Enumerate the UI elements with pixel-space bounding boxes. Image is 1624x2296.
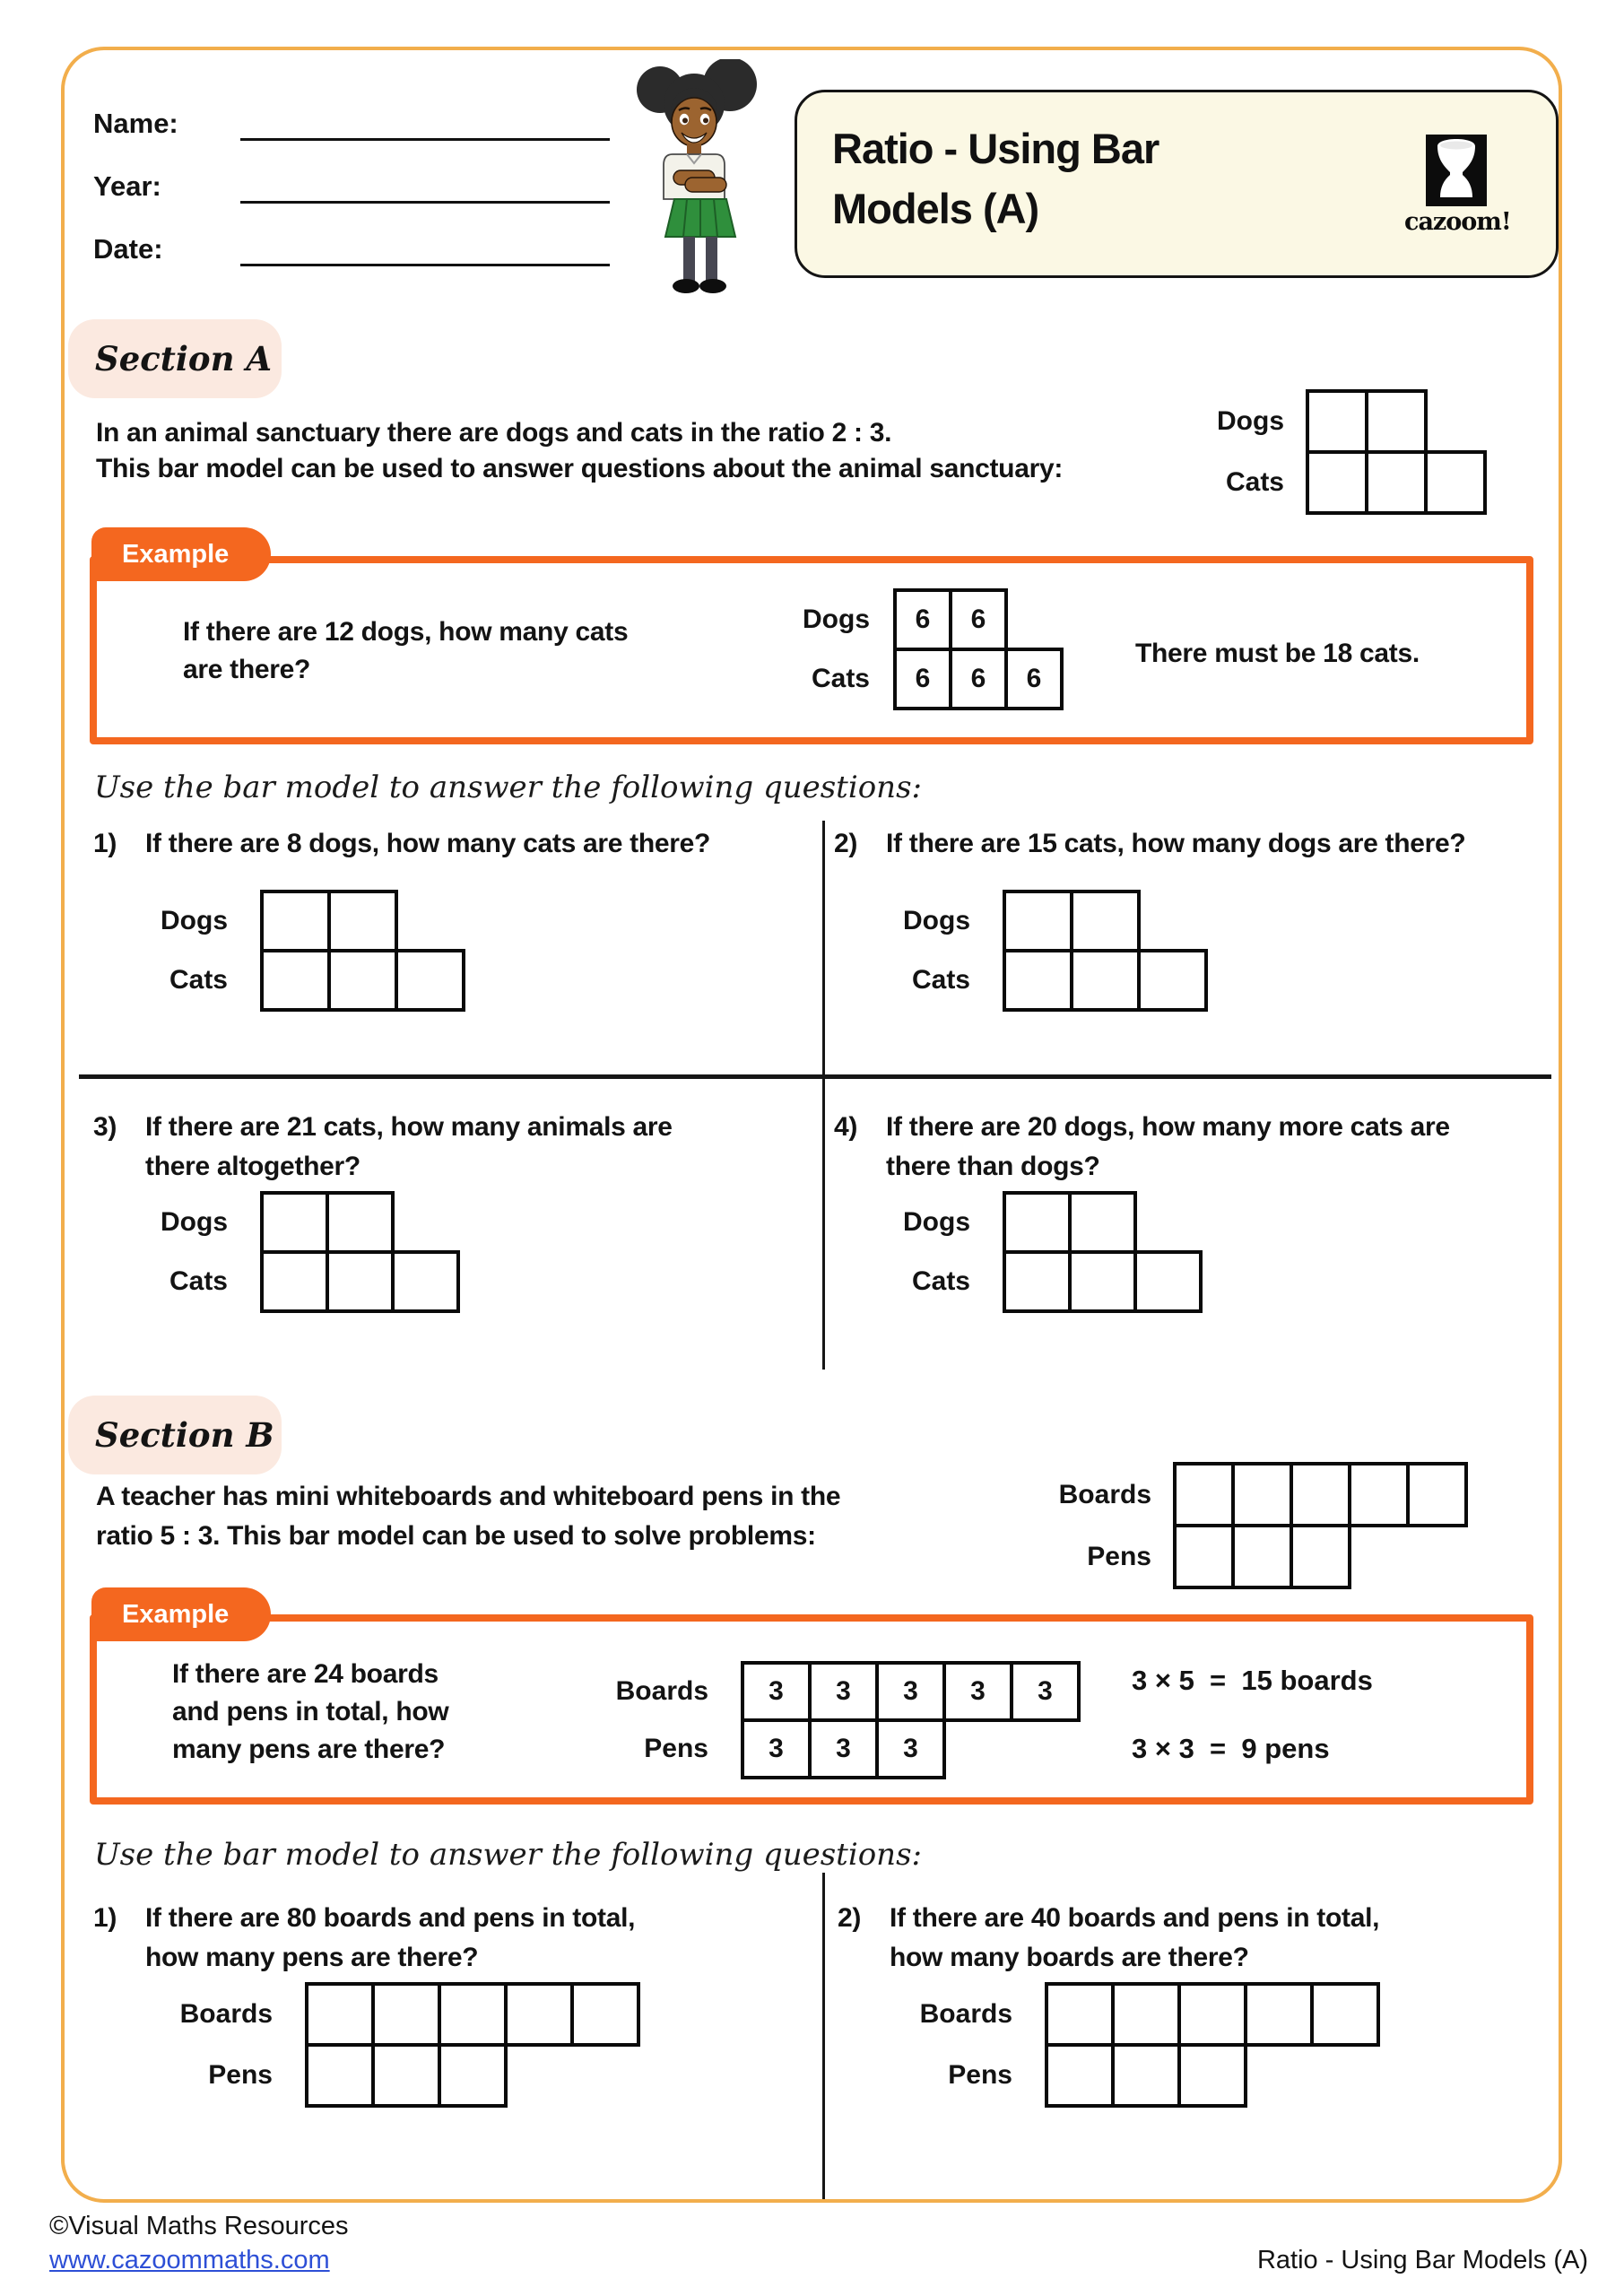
bar-cell bbox=[260, 949, 331, 1012]
bar-cell bbox=[1365, 389, 1428, 454]
bar-model-row bbox=[893, 1250, 1203, 1313]
bar-model-a-q2 bbox=[893, 890, 1208, 1012]
bar-cell bbox=[260, 1191, 329, 1254]
bar-cell: 6 bbox=[949, 588, 1008, 651]
bar-cell bbox=[1306, 389, 1368, 454]
bar-model-row bbox=[893, 1191, 1203, 1254]
bar-cell bbox=[1177, 1982, 1247, 2047]
bar-cell bbox=[1406, 1462, 1468, 1527]
question-a4-line1: If there are 20 dogs, how many more cats are bbox=[886, 1112, 1450, 1142]
worksheet-title-line1: Ratio - Using Bar bbox=[832, 125, 1159, 172]
bar-model-row bbox=[147, 2043, 640, 2108]
bar-cell: 3 bbox=[808, 1718, 879, 1779]
year-label: Year: bbox=[93, 170, 161, 202]
bar-row-label: Cats bbox=[1225, 467, 1284, 497]
bar-row-label: Dogs bbox=[903, 906, 970, 935]
question-a3-line2: there altogether? bbox=[145, 1152, 360, 1181]
example-b-question-line3: many pens are there? bbox=[172, 1735, 446, 1764]
bar-cell bbox=[1137, 949, 1208, 1012]
bar-model-a-example bbox=[789, 588, 1064, 710]
bar-row-label: Dogs bbox=[803, 604, 870, 634]
year-field-line bbox=[240, 201, 610, 204]
date-field-line bbox=[240, 264, 610, 266]
example-b-calc1: 3 × 5 = 15 boards bbox=[1132, 1665, 1373, 1696]
bar-model-row bbox=[789, 588, 1064, 651]
bar-model-row bbox=[1026, 1524, 1468, 1589]
bar-row-label: Dogs bbox=[161, 906, 228, 935]
bar-row-label: Boards bbox=[1058, 1479, 1151, 1509]
bar-cell bbox=[1310, 1982, 1380, 2047]
section-a-heading: Section A bbox=[95, 339, 273, 378]
footer-url-link[interactable]: www.cazoommaths.com bbox=[49, 2246, 330, 2274]
bar-cell bbox=[1070, 949, 1141, 1012]
bar-cell: 6 bbox=[893, 588, 952, 651]
bar-cell bbox=[1045, 2043, 1115, 2108]
bar-cell bbox=[1003, 1250, 1072, 1313]
bar-cell: 3 bbox=[875, 1718, 946, 1779]
question-a1-number: 1) bbox=[93, 829, 117, 858]
bar-cell bbox=[260, 890, 331, 952]
bar-cell bbox=[391, 1250, 460, 1313]
column-divider-b bbox=[822, 1873, 825, 2199]
bar-cell bbox=[504, 1982, 574, 2047]
section-a-intro-line2: This bar model can be used to answer questions about the animal sanctuary: bbox=[96, 454, 1064, 483]
bar-row-label: Cats bbox=[911, 965, 970, 995]
question-a4-number: 4) bbox=[834, 1112, 858, 1142]
cazoom-logo-text: cazoom! bbox=[1404, 208, 1511, 236]
bar-row-label: Boards bbox=[919, 1999, 1012, 2029]
student-character-illustration bbox=[628, 59, 773, 294]
bar-model-row bbox=[893, 949, 1208, 1012]
bar-cell bbox=[395, 949, 465, 1012]
bar-model-row bbox=[151, 890, 465, 952]
example-b-question-line1: If there are 24 boards bbox=[172, 1659, 439, 1689]
bar-model-row bbox=[1177, 450, 1487, 515]
question-a3-number: 3) bbox=[93, 1112, 117, 1142]
bar-row-label: Cats bbox=[811, 664, 870, 693]
bar-cell bbox=[1244, 1982, 1314, 2047]
example-b-calc2: 3 × 3 = 9 pens bbox=[1132, 1733, 1330, 1764]
bar-cell bbox=[1290, 1462, 1351, 1527]
question-a4-line2: there than dogs? bbox=[886, 1152, 1100, 1181]
bar-model-row bbox=[151, 1250, 460, 1313]
bar-row-label: Pens bbox=[1087, 1541, 1151, 1571]
bar-cell bbox=[438, 1982, 508, 2047]
question-b2-line1: If there are 40 boards and pens in total, bbox=[890, 1903, 1380, 1933]
bar-row-label: Cats bbox=[911, 1266, 970, 1296]
bar-cell bbox=[260, 1250, 329, 1313]
bar-cell bbox=[1173, 1462, 1235, 1527]
bar-cell bbox=[1111, 1982, 1181, 2047]
question-b2-number: 2) bbox=[838, 1903, 862, 1933]
example-a-tab: Example bbox=[91, 527, 271, 581]
bar-cell bbox=[1177, 2043, 1247, 2108]
bar-cell bbox=[1173, 1524, 1235, 1589]
section-a-intro-line1: In an animal sanctuary there are dogs and cats in the ratio 2 : 3. bbox=[96, 418, 892, 448]
footer-doc-title: Ratio - Using Bar Models (A) bbox=[1256, 2246, 1588, 2274]
bar-cell: 6 bbox=[1004, 648, 1064, 710]
bar-cell bbox=[570, 1982, 640, 2047]
bar-cell bbox=[1003, 1191, 1072, 1254]
question-b1-line1: If there are 80 boards and pens in total, bbox=[145, 1903, 636, 1933]
bar-cell bbox=[1068, 1250, 1137, 1313]
bar-cell bbox=[371, 1982, 441, 2047]
column-divider-a bbox=[822, 821, 825, 1370]
bar-model-a-q3 bbox=[151, 1191, 460, 1313]
bar-model-row bbox=[151, 949, 465, 1012]
bar-row-label: Dogs bbox=[1217, 406, 1284, 436]
bar-cell bbox=[1424, 450, 1487, 515]
bar-row-label: Dogs bbox=[903, 1207, 970, 1237]
example-a-question-line2: are there? bbox=[183, 655, 311, 684]
question-b2-line2: how many boards are there? bbox=[890, 1943, 1249, 1972]
bar-row-label: Cats bbox=[169, 965, 228, 995]
bar-model-row bbox=[789, 648, 1064, 710]
bar-cell bbox=[326, 1250, 395, 1313]
bar-row-label: Pens bbox=[948, 2060, 1012, 2090]
bar-cell bbox=[305, 1982, 375, 2047]
question-b1-line2: how many pens are there? bbox=[145, 1943, 479, 1972]
bar-cell bbox=[1365, 450, 1428, 515]
bar-cell: 3 bbox=[741, 1718, 812, 1779]
bar-cell bbox=[1070, 890, 1141, 952]
bar-cell bbox=[326, 1191, 395, 1254]
bar-model-row bbox=[583, 1718, 1081, 1779]
worksheet-title-line2: Models (A) bbox=[832, 185, 1039, 232]
example-a-answer: There must be 18 cats. bbox=[1135, 639, 1420, 668]
bar-row-label: Boards bbox=[179, 1999, 273, 2029]
bar-cell: 3 bbox=[1010, 1661, 1081, 1722]
bar-cell bbox=[1111, 2043, 1181, 2108]
bar-cell bbox=[1348, 1462, 1410, 1527]
bar-cell bbox=[1231, 1524, 1293, 1589]
bar-row-label: Pens bbox=[644, 1734, 708, 1763]
row-divider-a bbox=[79, 1074, 1551, 1079]
bar-cell bbox=[1003, 949, 1073, 1012]
bar-cell bbox=[327, 949, 398, 1012]
bar-cell bbox=[1003, 890, 1073, 952]
bar-cell bbox=[1068, 1191, 1137, 1254]
section-b-instruction: Use the bar model to answer the following questions: bbox=[94, 1837, 922, 1873]
bar-row-label: Cats bbox=[169, 1266, 228, 1296]
section-b-intro-line1: A teacher has mini whiteboards and whiteboard pens in the bbox=[96, 1482, 841, 1511]
bar-model-row bbox=[1177, 389, 1487, 454]
bar-model-a-q4 bbox=[893, 1191, 1203, 1313]
cazoom-logo-icon bbox=[1426, 135, 1487, 206]
bar-row-label: Dogs bbox=[161, 1207, 228, 1237]
bar-cell: 3 bbox=[808, 1661, 879, 1722]
bar-model-b-intro bbox=[1026, 1462, 1468, 1589]
bar-model-row bbox=[583, 1661, 1081, 1722]
name-label: Name: bbox=[93, 108, 178, 139]
bar-cell bbox=[1290, 1524, 1351, 1589]
date-label: Date: bbox=[93, 233, 163, 265]
bar-model-a-q1 bbox=[151, 890, 465, 1012]
bar-model-row bbox=[887, 2043, 1380, 2108]
bar-cell: 3 bbox=[942, 1661, 1013, 1722]
bar-model-row bbox=[1026, 1462, 1468, 1527]
bar-model-row bbox=[887, 1982, 1380, 2047]
section-b-heading: Section B bbox=[95, 1415, 274, 1455]
bar-cell: 6 bbox=[949, 648, 1008, 710]
bar-cell bbox=[438, 2043, 508, 2108]
bar-cell bbox=[371, 2043, 441, 2108]
bar-cell bbox=[1045, 1982, 1115, 2047]
bar-cell bbox=[1133, 1250, 1203, 1313]
name-field-line bbox=[240, 138, 610, 141]
section-b-intro-line2: ratio 5 : 3. This bar model can be used to solve problems: bbox=[96, 1521, 816, 1551]
bar-cell bbox=[305, 2043, 375, 2108]
footer-copyright: ©Visual Maths Resources bbox=[49, 2212, 349, 2240]
bar-model-row bbox=[151, 1191, 460, 1254]
question-a2-text: If there are 15 cats, how many dogs are there? bbox=[886, 829, 1466, 858]
bar-model-b-q1 bbox=[147, 1982, 640, 2108]
example-b-tab: Example bbox=[91, 1587, 271, 1641]
bar-cell: 3 bbox=[875, 1661, 946, 1722]
bar-cell: 3 bbox=[741, 1661, 812, 1722]
example-a-question-line1: If there are 12 dogs, how many cats bbox=[183, 617, 629, 647]
bar-cell bbox=[1231, 1462, 1293, 1527]
bar-cell bbox=[327, 890, 398, 952]
bar-row-label: Pens bbox=[208, 2060, 273, 2090]
bar-model-b-example bbox=[583, 1661, 1081, 1779]
bar-model-row bbox=[893, 890, 1208, 952]
question-b1-number: 1) bbox=[93, 1903, 117, 1933]
question-a2-number: 2) bbox=[834, 829, 858, 858]
bar-row-label: Boards bbox=[615, 1676, 708, 1706]
bar-model-row bbox=[147, 1982, 640, 2047]
bar-cell bbox=[1306, 450, 1368, 515]
bar-model-a-intro bbox=[1177, 389, 1487, 515]
question-a1-text: If there are 8 dogs, how many cats are there? bbox=[145, 829, 711, 858]
bar-cell: 6 bbox=[893, 648, 952, 710]
example-b-question-line2: and pens in total, how bbox=[172, 1697, 449, 1726]
section-a-instruction: Use the bar model to answer the following questions: bbox=[94, 770, 922, 805]
bar-model-b-q2 bbox=[887, 1982, 1380, 2108]
question-a3-line1: If there are 21 cats, how many animals are bbox=[145, 1112, 673, 1142]
